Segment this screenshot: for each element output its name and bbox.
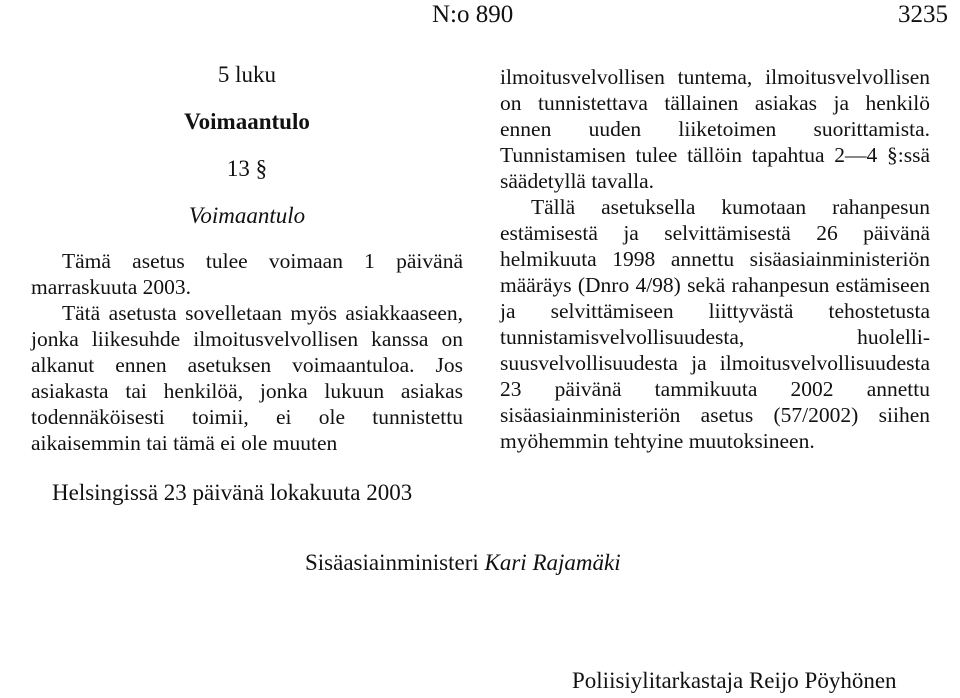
- signature-place-date: Helsingissä 23 päivänä lokakuuta 2003: [52, 480, 413, 505]
- left-paragraph-2: Tätä asetusta sovelletaan myös asiakkaaseen, jonka liikesuhde ilmoitusvelvollisen kanssa on alkanut ennen asetuksen voimaantuloa. Jos asiakasta tai henkilöä, jonka lukuun asiakas todennäköisesti toimii, ei ole tunnistettu aikaisemmin tai tämä ei ole muuten: [31, 301, 463, 455]
- chapter-title: Voimaantulo: [184, 109, 310, 134]
- minister-title: Sisäasiainministeri: [305, 550, 479, 575]
- left-column: [31, 60, 463, 456]
- issue-number: N:o 890: [432, 1, 514, 28]
- right-paragraph-1: ilmoitusvelvollisen tuntema, ilmoitusvelvollisen on tunnistettava tällainen asiakas ja henkilö ennen uuden liiketoimen suorittamista. Tunnistamisen tulee tällöin tapahtua 2—4 §:ssä säädetyllä tavalla.: [500, 65, 930, 193]
- section-title: Voimaantulo: [188, 203, 306, 228]
- chapter-number: 5 luku: [217, 62, 277, 87]
- left-paragraph-1: Tämä asetus tulee voimaan 1 päivänä marraskuuta 2003.: [31, 249, 463, 299]
- minister-name: Kari Rajamäki: [484, 550, 621, 575]
- officer-signature: Poliisiylitarkastaja Reijo Pöyhönen: [572, 668, 897, 693]
- minister-signature: [305, 548, 621, 578]
- page-number: 3235: [898, 1, 948, 28]
- right-column: [500, 64, 930, 454]
- section-number: 13 §: [226, 156, 268, 181]
- right-paragraph-2: Tällä asetuksella kumotaan rahanpesun estämisestä ja selvittämisestä 26 päivänä helmikuuta 1998 annettu sisäasiainministeriön määräys (Dnro 4/98) sekä rahanpesun estämiseen ja selvittämiseen liittyvästä tehostetusta tunnistamisvelvollisuudesta, huolellisuusvelvollisuudesta ja ilmoitusvelvollisuudesta 23 päivänä tammikuuta 2002 annettu sisäasiainministeriön asetus (57/2002) siihen myöhemmin tehtyine muutoksineen.: [500, 195, 930, 453]
